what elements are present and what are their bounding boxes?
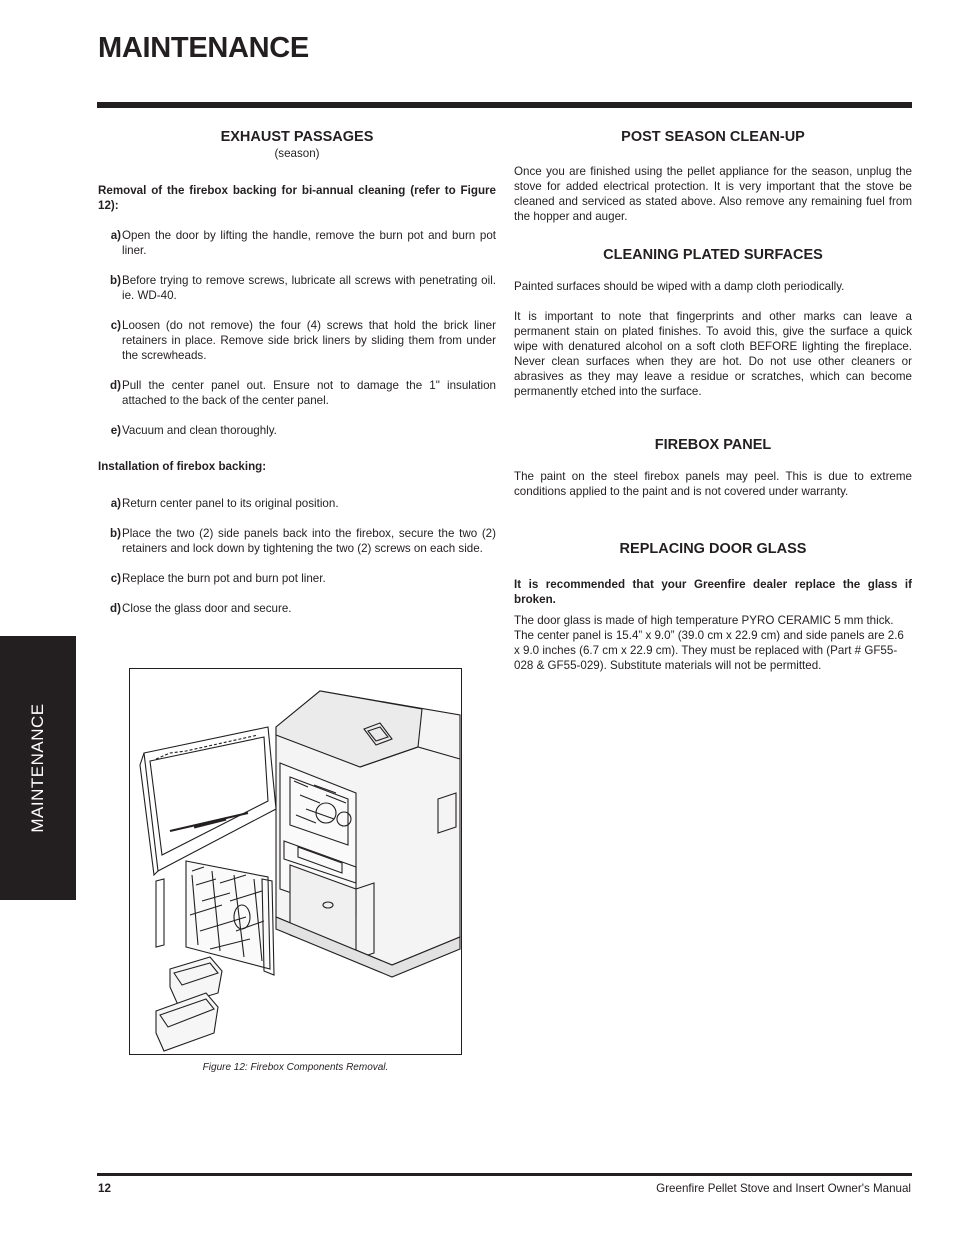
removal-step <box>98 273 496 303</box>
step-label: c) <box>110 319 121 332</box>
step-text: Close the glass door and secure. <box>122 602 292 615</box>
step-label: d) <box>110 379 121 392</box>
spacer <box>514 499 912 540</box>
door-glass-heading: REPLACING DOOR GLASS <box>619 541 807 557</box>
removal-step <box>98 423 496 438</box>
footer-manual-title: Greenfire Pellet Stove and Insert Owner's Manual <box>656 1182 911 1195</box>
step-label: b) <box>110 527 121 540</box>
firebox-panel-body: The paint on the steel firebox panels may peel. This is due to extreme conditions applied to the paint and is not covered under warranty. <box>514 470 912 498</box>
figure-12-illustration <box>129 668 462 1055</box>
removal-steps <box>98 228 496 438</box>
step-label: c) <box>110 572 121 585</box>
plated-p1: Painted surfaces should be wiped with a damp cloth periodically. <box>514 280 845 293</box>
door-glass-body: The door glass is made of high temperature PYRO CERAMIC 5 mm thick. The center panel is 15.4” x 9.0” (39.0 cm x 22.9 cm) and side panels are 2.6 x 9.0 inches (6.7 cm x 22.9 cm). They must be replaced with (Part # GF55-028 & GF55-029). Substitute materials will not be permitted. <box>514 614 904 672</box>
step-text: Pull the center panel out. Ensure not to damage the 1" insulation attached to the back of the center panel. <box>122 379 496 407</box>
removal-step <box>98 228 496 258</box>
exhaust-subheading: (season) <box>274 147 320 160</box>
post-season-heading: POST SEASON CLEAN-UP <box>621 129 805 145</box>
removal-intro: Removal of the firebox backing for bi-annual cleaning (refer to Figure 12): <box>98 184 496 212</box>
removal-step <box>98 378 496 408</box>
step-text: Loosen (do not remove) the four (4) screws that hold the brick liner retainers in place. Remove side brick liners by sliding them from under the screwheads. <box>122 319 496 362</box>
firebox-panel-heading: FIREBOX PANEL <box>654 437 772 453</box>
spacer <box>514 264 912 279</box>
plated-heading: CLEANING PLATED SURFACES <box>603 247 823 263</box>
step-label: e) <box>110 424 121 437</box>
side-section-tab <box>0 636 76 900</box>
step-text: Before trying to remove screws, lubricate all screws with penetrating oil. ie. WD-40. <box>122 274 496 302</box>
spacer <box>514 146 912 164</box>
right-column <box>514 128 912 673</box>
page-title: MAINTENANCE <box>98 32 309 64</box>
install-step <box>98 601 496 616</box>
install-step <box>98 526 496 556</box>
side-tab-label: MAINTENANCE <box>28 703 47 833</box>
install-step <box>98 571 496 586</box>
top-rule <box>97 102 912 108</box>
step-label: b) <box>110 274 121 287</box>
step-text: Replace the burn pot and burn pot liner. <box>122 572 326 585</box>
removal-step <box>98 318 496 363</box>
page-number: 12 <box>98 1182 111 1195</box>
exhaust-heading: EXHAUST PASSAGES <box>220 129 374 145</box>
install-steps <box>98 496 496 616</box>
post-season-body: Once you are finished using the pellet appliance for the season, unplug the stove for added electrical protection. It is very important that the stove be cleaned and serviced as stated above. Also remove any remaining fuel from the hopper and auger. <box>514 165 912 223</box>
spacer <box>514 294 912 309</box>
step-text: Open the door by lifting the handle, remove the burn pot and burn pot liner. <box>122 229 496 257</box>
bottom-rule <box>97 1173 912 1176</box>
step-label: a) <box>110 229 121 242</box>
step-text: Return center panel to its original position. <box>122 497 339 510</box>
spacer <box>514 454 912 469</box>
install-step <box>98 496 496 511</box>
install-intro: Installation of firebox backing: <box>98 460 267 473</box>
firebox-diagram <box>130 669 461 1054</box>
step-label: d) <box>110 602 121 615</box>
spacer <box>514 399 912 436</box>
step-text: Vacuum and clean thoroughly. <box>122 424 277 437</box>
door-glass-warning: It is recommended that your Greenfire dealer replace the glass if broken. <box>514 578 912 606</box>
step-text: Place the two (2) side panels back into the firebox, secure the two (2) retainers and lock down by tightening the two (2) screws on each side. <box>122 527 496 555</box>
left-column <box>98 128 496 631</box>
spacer <box>514 558 912 577</box>
plated-p2: It is important to note that fingerprints and other marks can leave a permanent stain on plated finishes. To avoid this, give the surface a quick wipe with denatured alcohol on a soft cloth BEFORE lighting the fireplace. Never clean surfaces when they are hot. Do not use other cleaners or abrasives as they may leave a residue or scratches, which can become permanently etched into the surface. <box>514 310 912 398</box>
step-label: a) <box>110 497 121 510</box>
figure-caption: Figure 12: Firebox Components Removal. <box>202 1062 389 1073</box>
spacer <box>514 224 912 246</box>
